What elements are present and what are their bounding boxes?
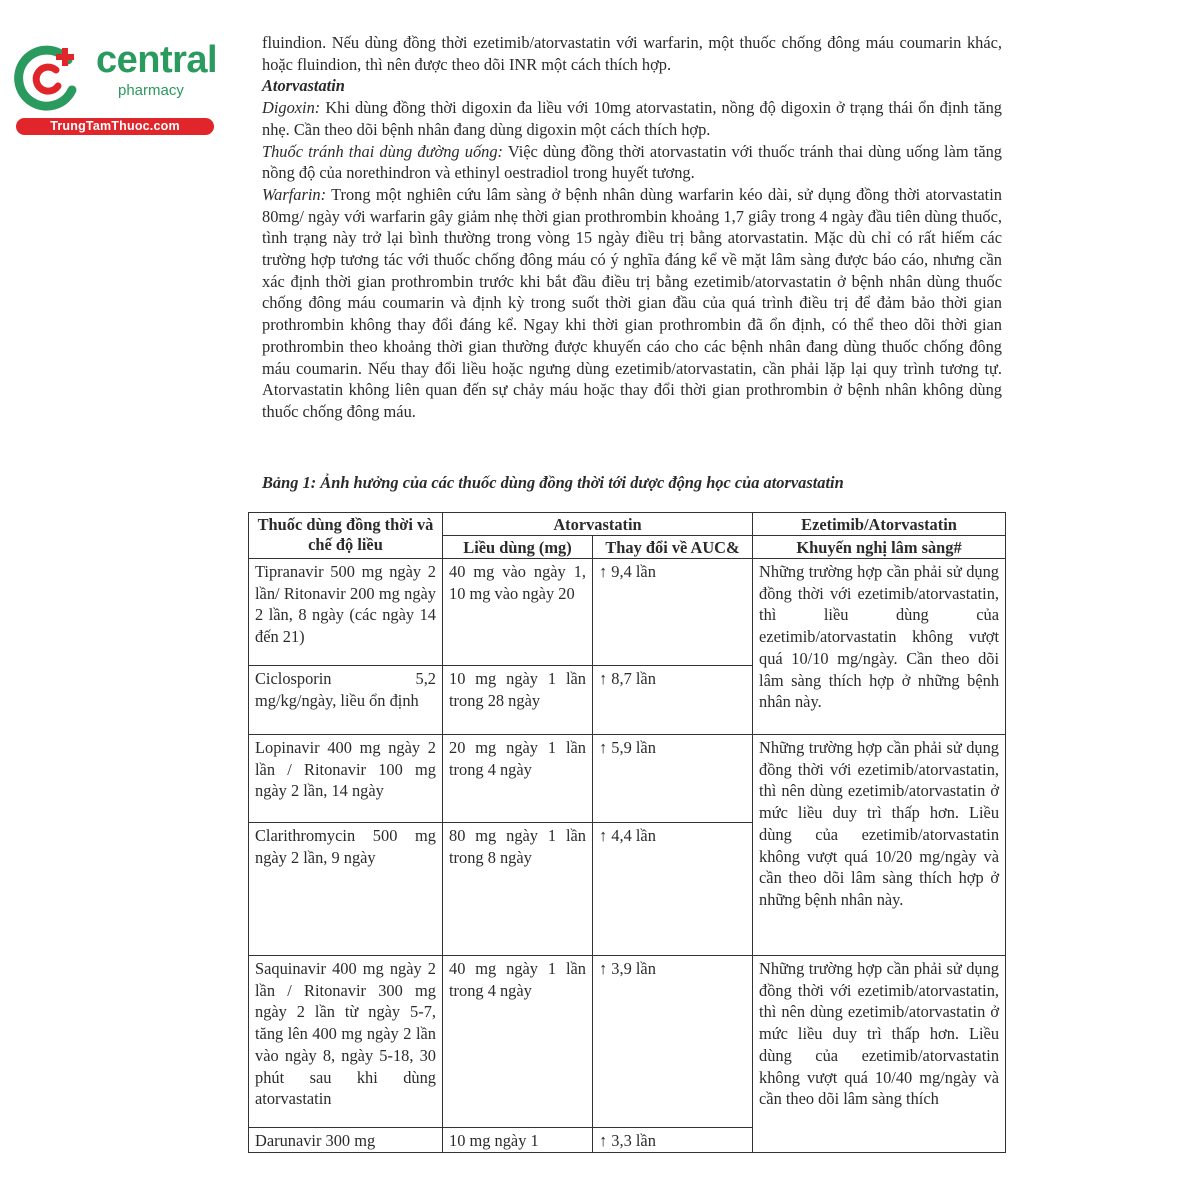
paragraph-oral-contraceptive [262, 141, 1002, 184]
label-digoxin: Digoxin: [262, 98, 321, 118]
table-row [249, 956, 1006, 1128]
cell-auc: ↑ 3,9 lần [593, 956, 753, 1128]
document-body [262, 32, 1002, 423]
text-digoxin: Khi dùng đồng thời digoxin đa liều với 10mg atorvastatin, nồng độ digoxin ở trạng thái ổn định tăng nhẹ. Cần theo dõi bệnh nhân đang dùng digoxin một cách thích hợp. [262, 98, 1002, 139]
section-title-atorvastatin: Atorvastatin [262, 76, 345, 96]
cell-drug: Tipranavir 500 mg ngày 2 lần/ Ritonavir 200 mg ngày 2 lần, 8 ngày (các ngày 14 đến 21) [249, 559, 443, 666]
header-atorvastatin: Atorvastatin [443, 513, 753, 536]
cell-dose: 40 mg vào ngày 1, 10 mg vào ngày 20 [443, 559, 593, 666]
cell-dose: 20 mg ngày 1 lần trong 4 ngày [443, 735, 593, 823]
table-row [249, 559, 1006, 666]
logo-site: TrungTamThuoc.com [16, 118, 214, 135]
cell-drug: Lopinavir 400 mg ngày 2 lần / Ritonavir 100 mg ngày 2 lần, 14 ngày [249, 735, 443, 823]
logo-brand: central [96, 39, 218, 81]
cell-recommendation: Những trường hợp cần phải sử dụng đồng thời với ezetimib/atorvastatin, thì nên dùng ezetimib/atorvastatin ở mức liều duy trì thấp hơn. Liều dùng của ezetimib/atorvastatin không vượt quá 10/20 mg/ngày và cần theo dõi lâm sàng thích hợp ở những bệnh nhân này. [753, 735, 1006, 956]
text-warfarin: Trong một nghiên cứu lâm sàng ở bệnh nhân dùng warfarin kéo dài, sử dụng đồng thời atorvastatin 80mg/ ngày với warfarin gây giảm nhẹ thời gian prothrombin khoảng 1,7 giây trong 4 ngày đầu tiên dùng thuốc, tình trạng này trở lại bình thường trong vòng 15 ngày điều trị bằng atorvastatin. Mặc dù chỉ có rất hiếm các trường hợp tương tác với thuốc chống đông máu có ý nghĩa đáng kể về mặt lâm sàng được báo cáo, nhưng cần xác định thời gian prothrombin trước khi bắt đầu điều trị bằng ezetimib/atorvastatin ở bệnh nhân dùng thuốc chống đông máu coumarin và định kỳ trong suốt thời gian đầu của quá trình điều trị để đảm bảo thời gian prothrombin không thay đổi đáng kể. Ngay khi thời gian prothrombin đã ổn định, có thể theo dõi thời gian prothrombin theo khoảng thời gian thường được khuyến cáo cho các bệnh nhân đang dùng thuốc chống đông máu coumarin. Nếu thay đổi liều hoặc ngưng dùng ezetimib/atorvastatin, cần phải lặp lại quy trình tương tự. Atorvastatin không liên quan đến sự chảy máu hoặc thay đổi thời gian prothrombin ở bệnh nhân không dùng thuốc chống đông máu. [262, 184, 1002, 421]
paragraph-warfarin [262, 184, 1002, 423]
cell-drug: Clarithromycin 500 mg ngày 2 lần, 9 ngày [249, 823, 443, 956]
cell-dose: 10 mg ngày 1 [443, 1128, 593, 1153]
central-pharmacy-logo-icon [10, 40, 86, 116]
text-oral-contraceptive: Việc dùng đồng thời atorvastatin với thuốc tránh thai dùng uống làm tăng nồng độ của norethindron và ethinyl oestradiol trong huyết tương. [262, 141, 1002, 183]
label-warfarin: Warfarin: [262, 184, 327, 204]
cell-dose: 80 mg ngày 1 lần trong 8 ngày [443, 823, 593, 956]
paragraph-fluindion: fluindion. Nếu dùng đồng thời ezetimib/atorvastatin với warfarin, một thuốc chống đông máu coumarin khác, hoặc fluindion, thì nên được theo dõi INR một cách thích hợp. [262, 33, 1002, 74]
header-dose: Liều dùng (mg) [443, 536, 593, 559]
cell-dose: 40 mg ngày 1 lần trong 4 ngày [443, 956, 593, 1128]
table-caption: Bảng 1: Ảnh hưởng của các thuốc dùng đồng thời tới dược động học của atorvastatin [262, 473, 844, 492]
cell-auc: ↑ 5,9 lần [593, 735, 753, 823]
cell-drug: Darunavir 300 mg [249, 1128, 443, 1153]
cell-auc: ↑ 4,4 lần [593, 823, 753, 956]
cell-drug: Saquinavir 400 mg ngày 2 lần / Ritonavir 300 mg ngày 2 lần từ ngày 5-7, tăng lên 400 mg ngày 2 lần vào ngày 8, ngày 5-18, 30 phút sau khi dùng atorvastatin [249, 956, 443, 1128]
cell-dose: 10 mg ngày 1 lần trong 28 ngày [443, 666, 593, 735]
header-clinical-recommendation: Khuyến nghị lâm sàng# [753, 536, 1006, 559]
cell-auc: ↑ 9,4 lần [593, 559, 753, 666]
cell-auc: ↑ 3,3 lần [593, 1128, 753, 1153]
header-ezetimib-atorvastatin: Ezetimib/Atorvastatin [753, 513, 1006, 536]
paragraph-digoxin [262, 97, 1002, 140]
interaction-table [248, 512, 1006, 1153]
label-oral-contraceptive: Thuốc tránh thai dùng đường uống: [262, 141, 504, 161]
central-pharmacy-logo [10, 36, 218, 136]
header-coadministered-drug: Thuốc dùng đồng thời và chế độ liều [249, 513, 443, 559]
logo-sub: pharmacy [118, 82, 184, 99]
cell-drug: Ciclosporin 5,2 mg/kg/ngày, liều ổn định [249, 666, 443, 735]
table-header-row-1 [249, 513, 1006, 536]
header-auc-change: Thay đổi về AUC& [593, 536, 753, 559]
cell-recommendation: Những trường hợp cần phải sử dụng đồng thời với ezetimib/atorvastatin, thì nên dùng ezetimib/atorvastatin ở mức liều duy trì thấp hơn. Liều dùng của ezetimib/atorvastatin không vượt quá 10/40 mg/ngày và cần theo dõi lâm sàng thích [753, 956, 1006, 1153]
cell-auc: ↑ 8,7 lần [593, 666, 753, 735]
cell-recommendation: Những trường hợp cần phải sử dụng đồng thời với ezetimib/atorvastatin, thì liều dùng của ezetimib/atorvastatin không vượt quá 10/10 mg/ngày. Cần theo dõi lâm sàng thích hợp ở những bệnh nhân này. [753, 559, 1006, 735]
table-row [249, 735, 1006, 823]
